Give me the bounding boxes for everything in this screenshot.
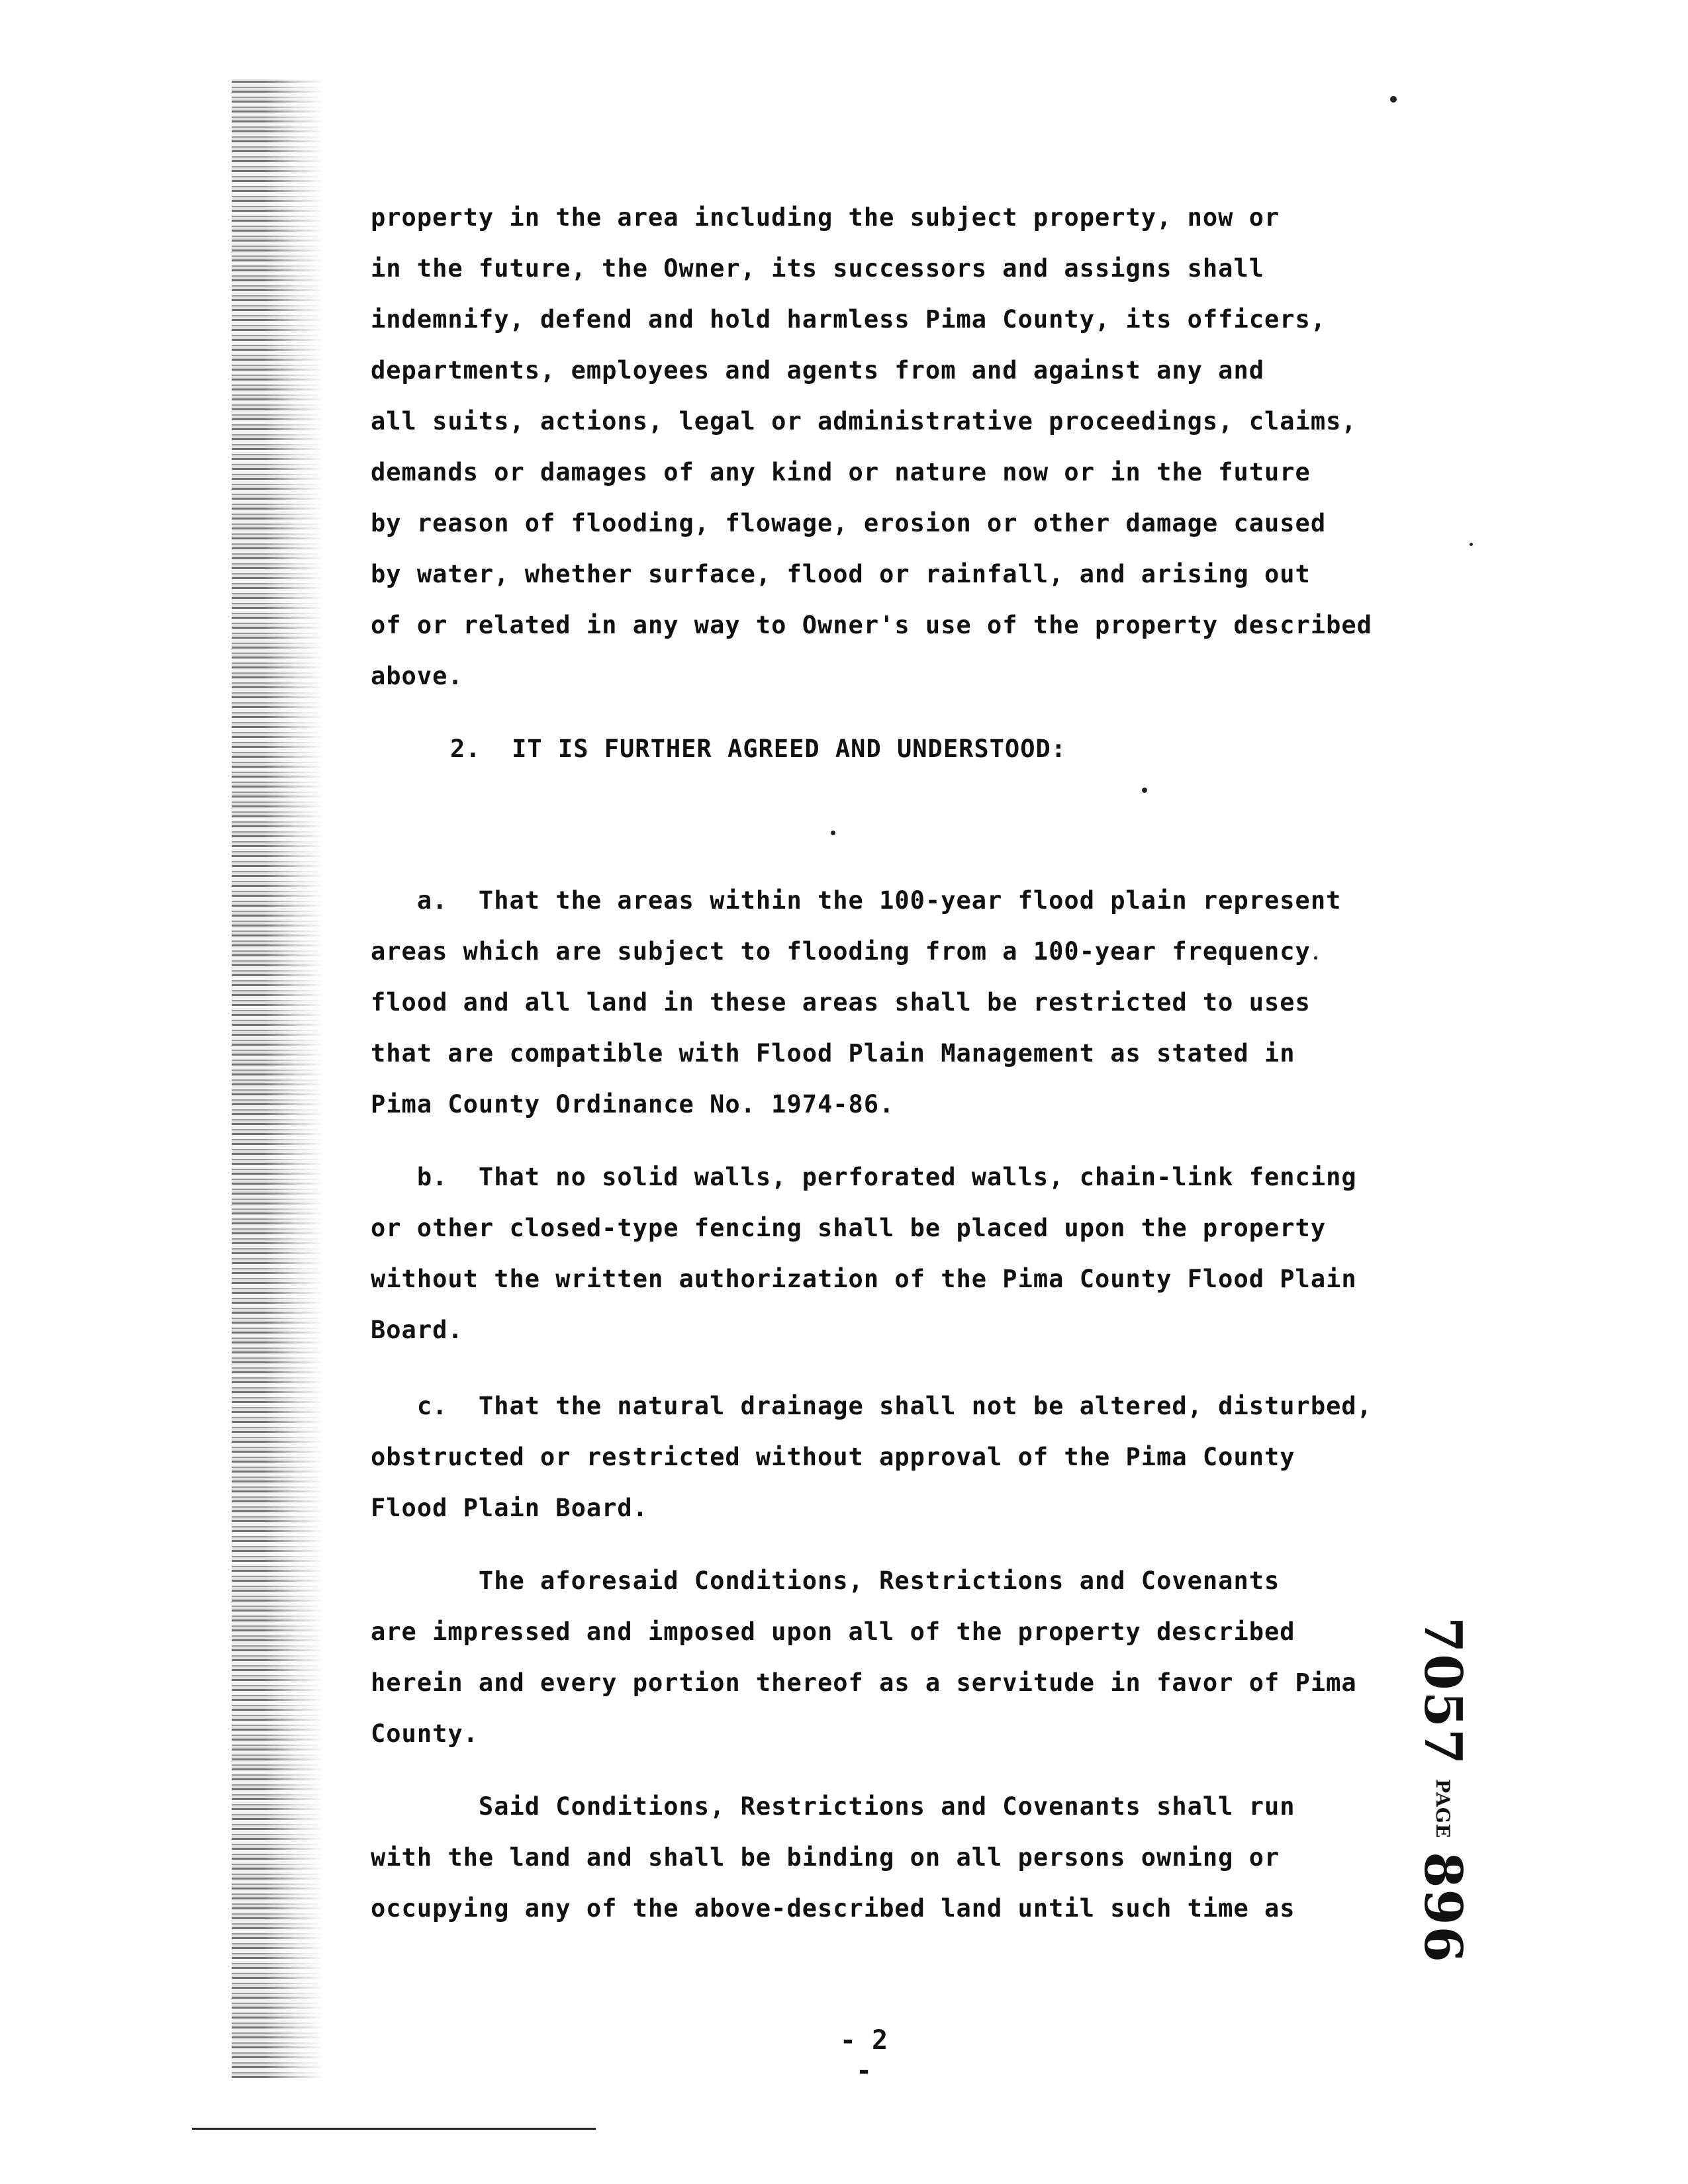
recording-stamp (1413, 1617, 1474, 1964)
scan-speck (1470, 543, 1473, 546)
item-b-line: or other closed-type fencing shall be placed upon the property (371, 1214, 1327, 1242)
run-with-land-line: with the land and shall be binding on all persons owning or (371, 1843, 1280, 1872)
run-with-land-line: occupying any of the above-described land until such time as (371, 1894, 1295, 1923)
covenants-line: The aforesaid Conditions, Restrictions and Covenants (371, 1567, 1280, 1595)
page-number: - 2 - (839, 2025, 888, 2086)
stamp-page-word: PAGE (1432, 1779, 1454, 1839)
body-line: by water, whether surface, flood or rainfall, and arising out (371, 560, 1311, 588)
body-line: all suits, actions, legal or administrative proceedings, claims, (371, 407, 1357, 435)
covenants-line: County. (371, 1719, 479, 1748)
item-b-line: Board. (371, 1316, 463, 1344)
scan-edge-noise (232, 79, 324, 2078)
item-a-line: a. That the areas within the 100-year flood plain represent (371, 886, 1342, 915)
scan-speck (1390, 96, 1397, 103)
body-line: departments, employees and agents from and against any and (371, 356, 1265, 385)
body-line: property in the area including the subject property, now or (371, 203, 1280, 232)
run-with-land-line: Said Conditions, Restrictions and Covenants shall run (371, 1792, 1295, 1821)
body-line: by reason of flooding, flowage, erosion or other damage caused (371, 509, 1327, 537)
item-c-line: c. That the natural drainage shall not be altered, disturbed, (371, 1392, 1372, 1420)
item-a-line: areas which are subject to flooding from a 100-year frequency (371, 937, 1311, 966)
scan-speck (1314, 956, 1317, 960)
body-line: demands or damages of any kind or nature now or in the future (371, 458, 1311, 486)
item-b-line: b. That no solid walls, perforated walls, chain-link fencing (371, 1163, 1357, 1191)
item-a-line: Pima County Ordinance No. 1974-86. (371, 1090, 895, 1118)
body-line: above. (371, 662, 463, 690)
body-line: in the future, the Owner, its successors and assigns shall (371, 254, 1265, 283)
scan-speck (1142, 788, 1147, 793)
body-line: of or related in any way to Owner's use of the property described (371, 611, 1372, 639)
scan-speck (831, 831, 835, 835)
item-c-line: Flood Plain Board. (371, 1494, 648, 1522)
covenants-line: are impressed and imposed upon all of the property described (371, 1617, 1295, 1646)
stamp-page-number: 896 (1413, 1852, 1474, 1964)
section-heading: 2. IT IS FURTHER AGREED AND UNDERSTOOD: (450, 735, 1067, 763)
item-a-line: flood and all land in these areas shall be restricted to uses (371, 988, 1311, 1017)
item-b-line: without the written authorization of the Pima County Flood Plain (371, 1265, 1357, 1293)
covenants-line: herein and every portion thereof as a servitude in favor of Pima (371, 1668, 1357, 1697)
item-c-line: obstructed or restricted without approval of the Pima County (371, 1443, 1295, 1471)
body-line: indemnify, defend and hold harmless Pima County, its officers, (371, 305, 1327, 334)
stamp-book-number: 7057 (1413, 1617, 1474, 1766)
bottom-rule (192, 2128, 596, 2130)
item-a-line: that are compatible with Flood Plain Management as stated in (371, 1039, 1295, 1068)
